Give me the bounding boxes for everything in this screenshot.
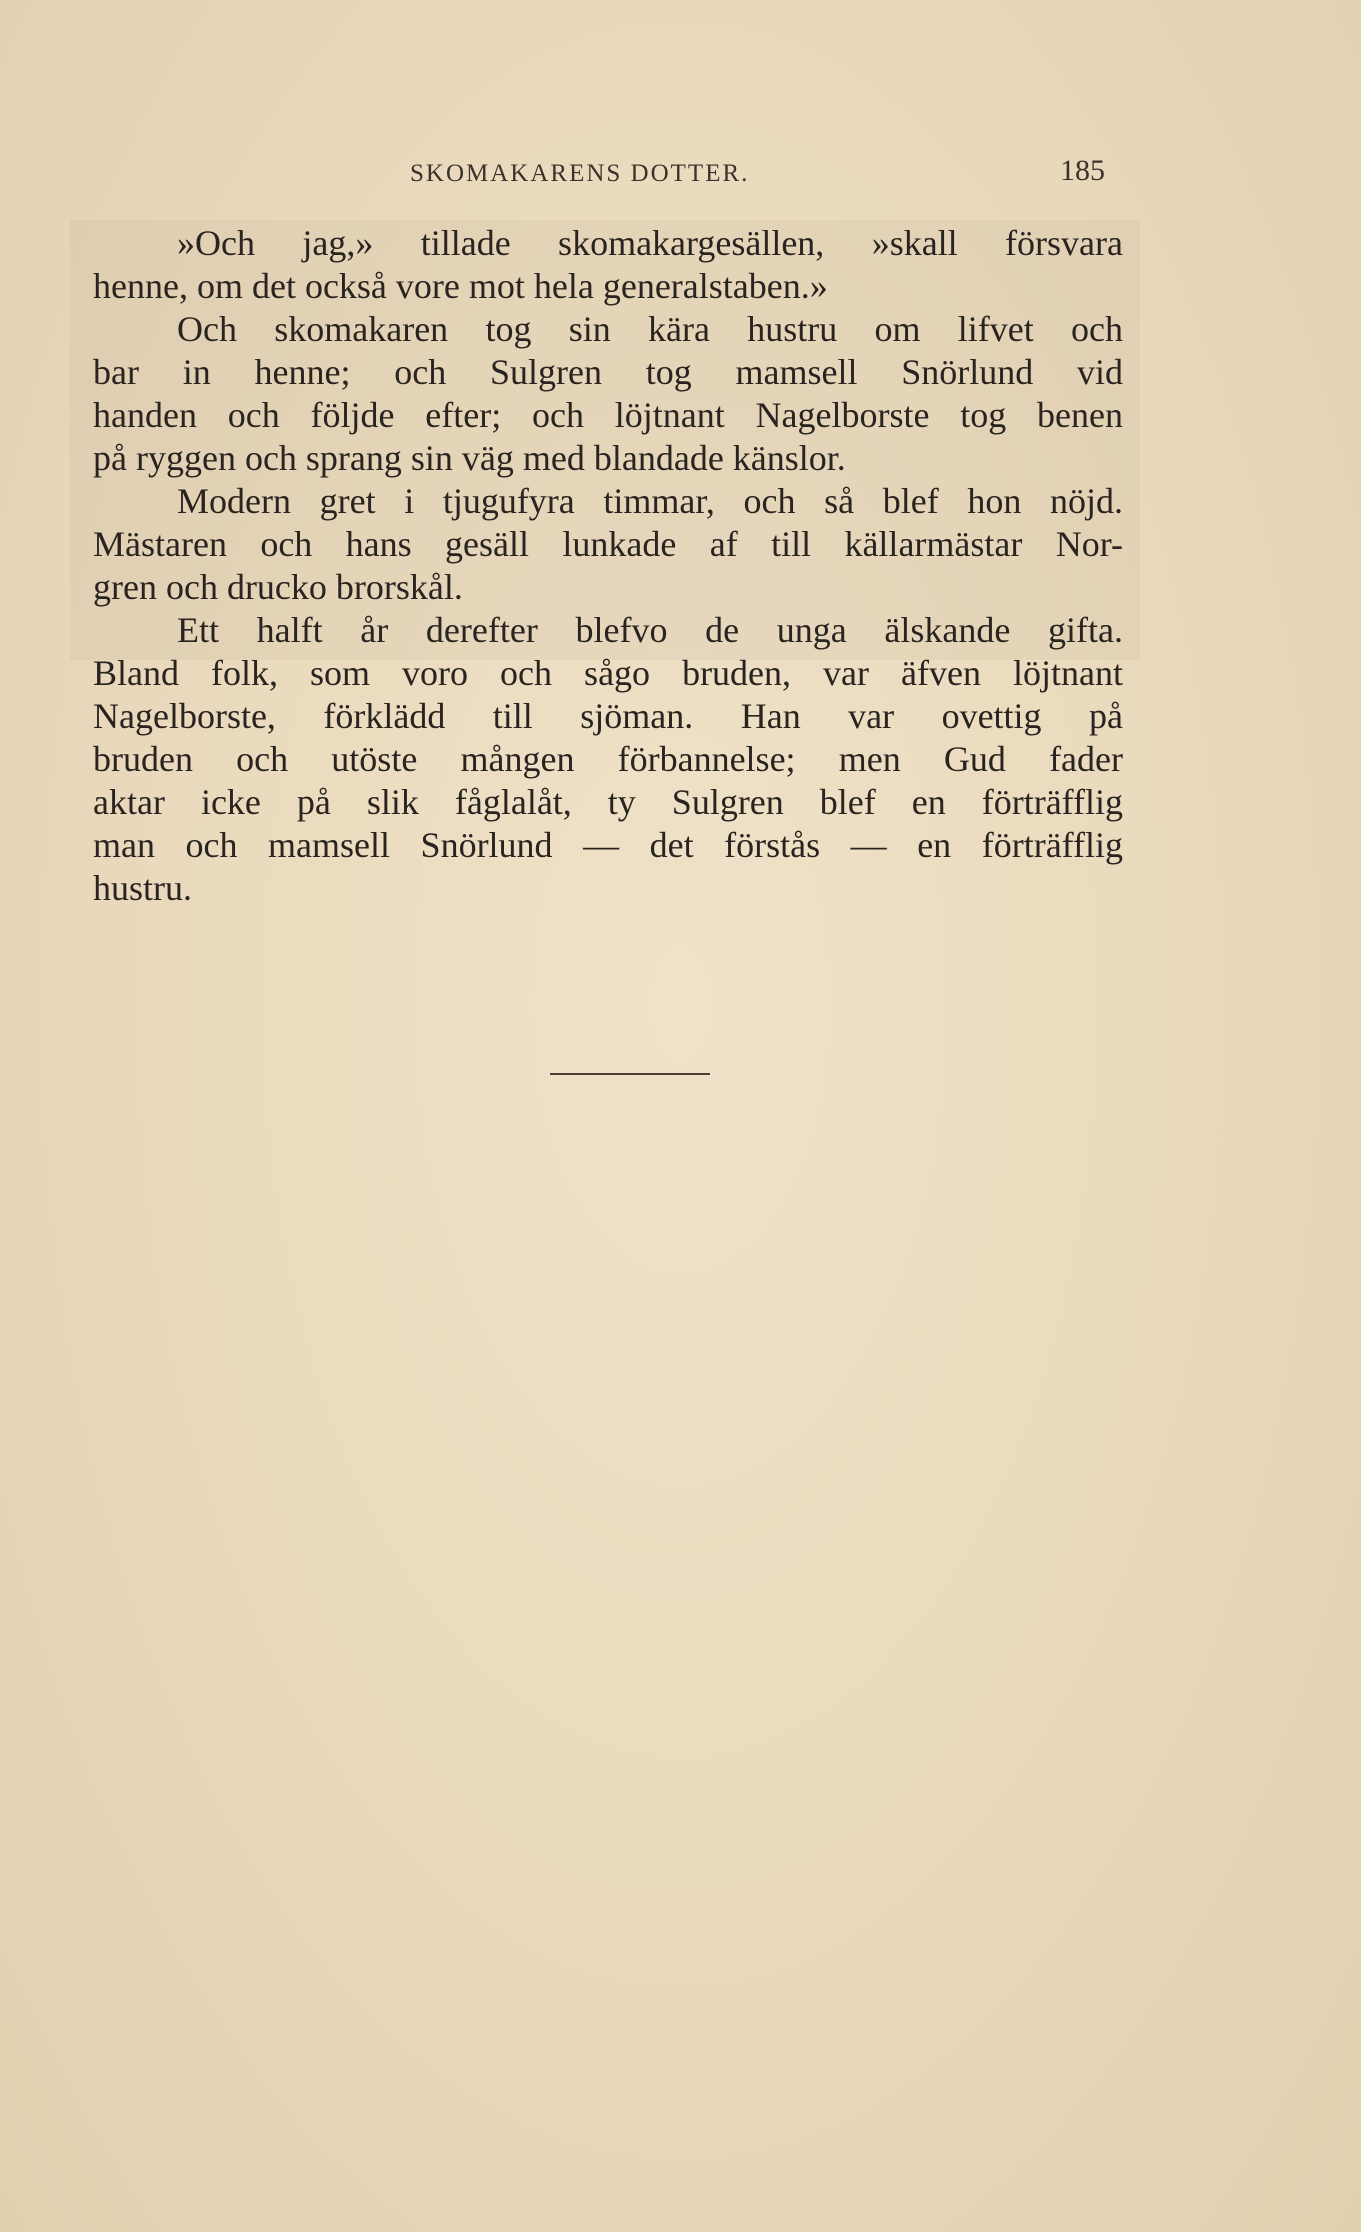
text-line: bar in henne; och Sulgren tog mamsell Snörlund vid [93,352,1123,392]
text-line: på ryggen och sprang sin väg med blandade känslor. [93,438,846,478]
text-line: aktar icke på slik fåglalåt, ty Sulgren blef en förträfflig [93,782,1123,822]
text-line: bruden och utöste mången förbannelse; men Gud fader [93,739,1123,779]
page-header [0,154,1361,200]
page-number: 185 [1060,154,1105,187]
text-line: Ett halft år derefter blefvo de unga älskande gifta. [177,610,1123,650]
text-line: Och skomakaren tog sin kära hustru om lifvet och [177,309,1123,349]
text-line: hustru. [93,868,192,908]
text-line: gren och drucko brorskål. [93,567,463,607]
text-line: Modern gret i tjugufyra timmar, och så blef hon nöjd. [177,481,1123,521]
text-line: handen och följde efter; och löjtnant Nagelborste tog benen [93,395,1123,435]
text-line: man och mamsell Snörlund — det förstås — en förträfflig [93,825,1123,865]
text-line: Mästaren och hans gesäll lunkade af till källarmästar Nor- [93,524,1123,564]
section-divider [550,1073,710,1075]
text-line: Bland folk, som voro och sågo bruden, var äfven löjtnant [93,653,1123,693]
text-line: henne, om det också vore mot hela generalstaben.» [93,266,828,306]
running-head: SKOMAKARENS DOTTER. [410,160,750,187]
text-line: »Och jag,» tillade skomakargesällen, »skall försvara [177,223,1123,263]
body-text [93,222,1123,910]
text-line: Nagelborste, förklädd till sjöman. Han var ovettig på [93,696,1123,736]
